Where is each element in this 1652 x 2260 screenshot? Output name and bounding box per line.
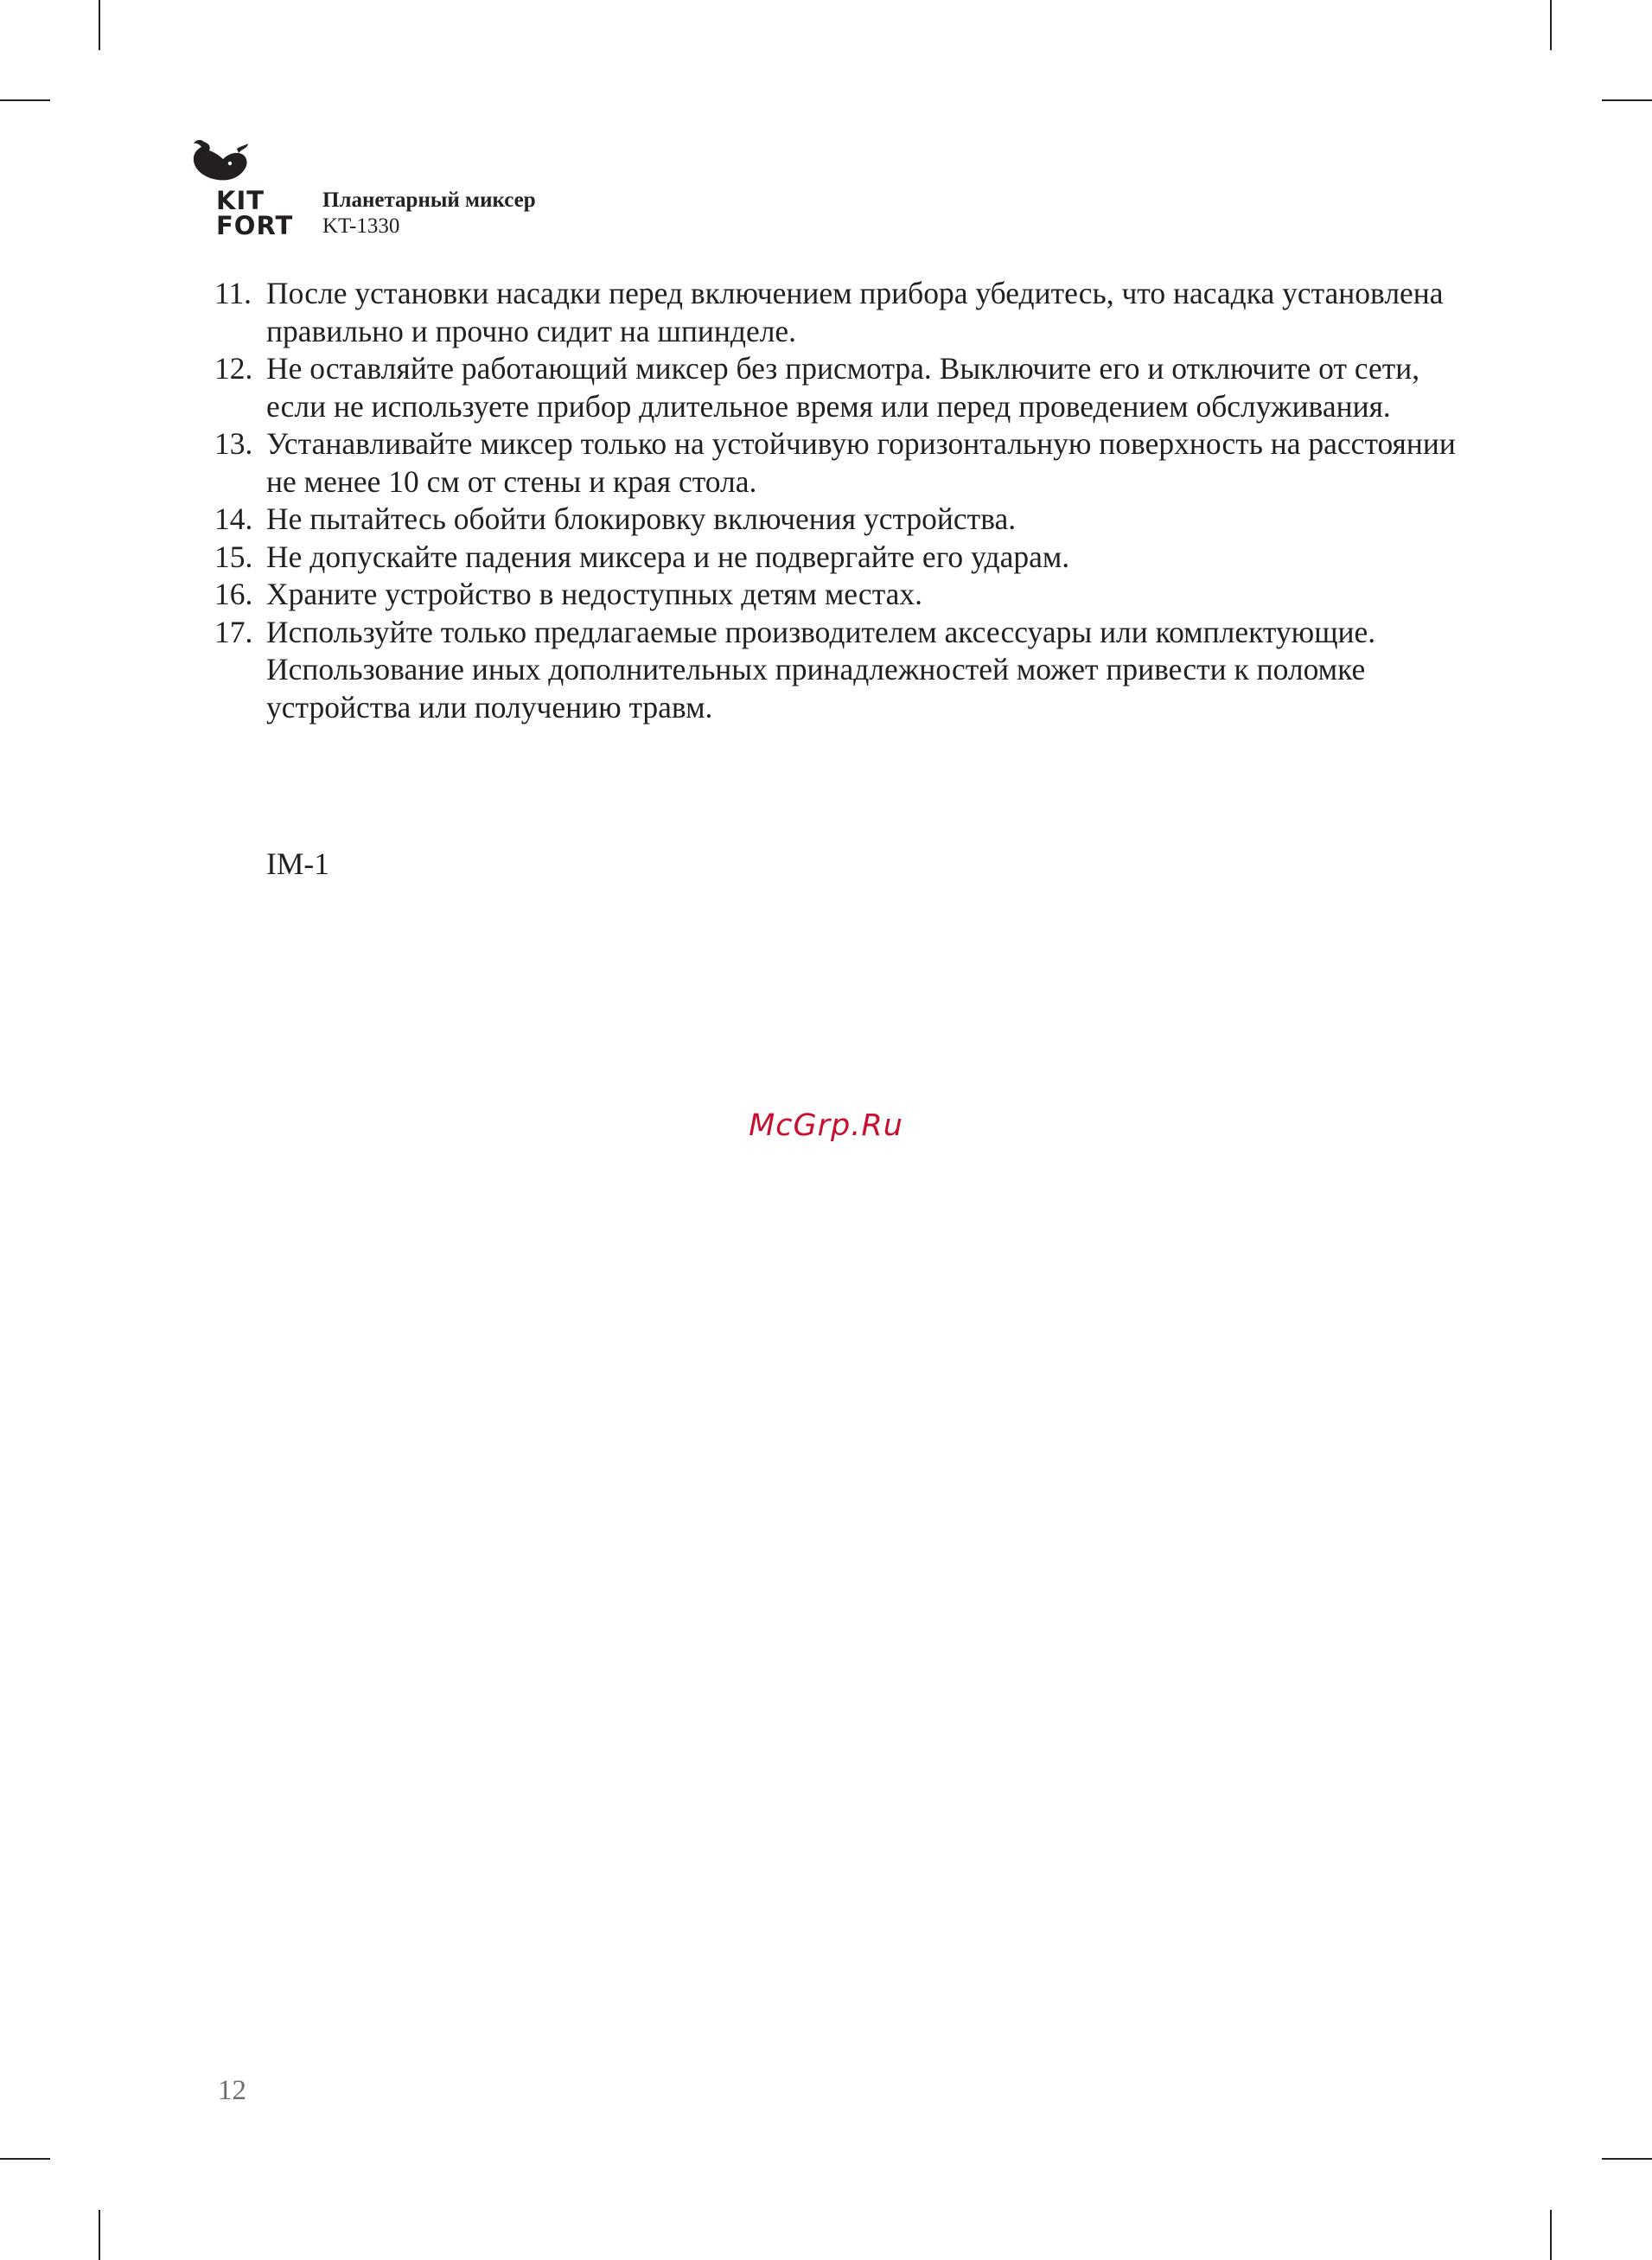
list-item <box>214 350 1477 425</box>
brand-logo <box>188 138 301 246</box>
crop-mark <box>1550 0 1552 50</box>
crop-mark <box>99 2210 100 2260</box>
item-number: 11. <box>214 276 252 310</box>
document-code: IM-1 <box>266 846 329 881</box>
crop-mark <box>0 2158 50 2160</box>
list-item <box>214 425 1477 501</box>
whale-icon <box>188 138 249 186</box>
product-model: KT-1330 <box>322 214 400 238</box>
logo-text-kit: KIT <box>216 186 265 215</box>
item-text: После установки насадки перед включением прибора убедитесь, что насадка установлена правильно и прочно сидит на шпинделе. <box>266 276 1444 348</box>
item-text: Храните устройство в недоступных детям местах. <box>266 577 923 611</box>
item-text: Используйте только предлагаемые производителем аксессуары или комплектующие. Использование иных дополнительных принадлежностей может привести к поломке устройства или получению травм. <box>266 614 1376 725</box>
watermark: McGrp.Ru <box>749 1108 903 1143</box>
item-text: Не оставляйте работающий миксер без присмотра. Выключите его и отключите от сети, если не используете прибор длительное время или перед проведением обслуживания. <box>266 351 1420 424</box>
page-number: 12 <box>218 2075 246 2106</box>
item-text: Не допускайте падения миксера и не подвергайте его ударам. <box>266 539 1070 574</box>
item-number: 15. <box>214 539 253 574</box>
crop-mark <box>0 99 50 101</box>
item-number: 12. <box>214 351 253 386</box>
product-name: Планетарный миксер <box>322 188 536 212</box>
logo-text-fort: FORT <box>216 211 294 240</box>
item-number: 17. <box>214 614 253 649</box>
item-number: 16. <box>214 577 253 611</box>
crop-mark <box>1602 99 1652 101</box>
instruction-list <box>214 275 1477 726</box>
crop-mark <box>1602 2158 1652 2160</box>
item-text: Устанавливайте миксер только на устойчивую горизонтальную поверхность на расстоянии не менее 10 см от стены и края стола. <box>266 426 1456 499</box>
safety-instructions <box>214 275 1477 726</box>
list-item <box>214 614 1477 727</box>
list-item <box>214 539 1477 577</box>
list-item <box>214 275 1477 350</box>
crop-mark <box>99 0 100 50</box>
item-number: 14. <box>214 501 253 536</box>
list-item <box>214 501 1477 539</box>
item-text: Не пытайтесь обойти блокировку включения устройства. <box>266 501 1017 536</box>
list-item <box>214 576 1477 614</box>
crop-mark <box>1550 2210 1552 2260</box>
page-header <box>188 138 880 246</box>
item-number: 13. <box>214 426 253 461</box>
